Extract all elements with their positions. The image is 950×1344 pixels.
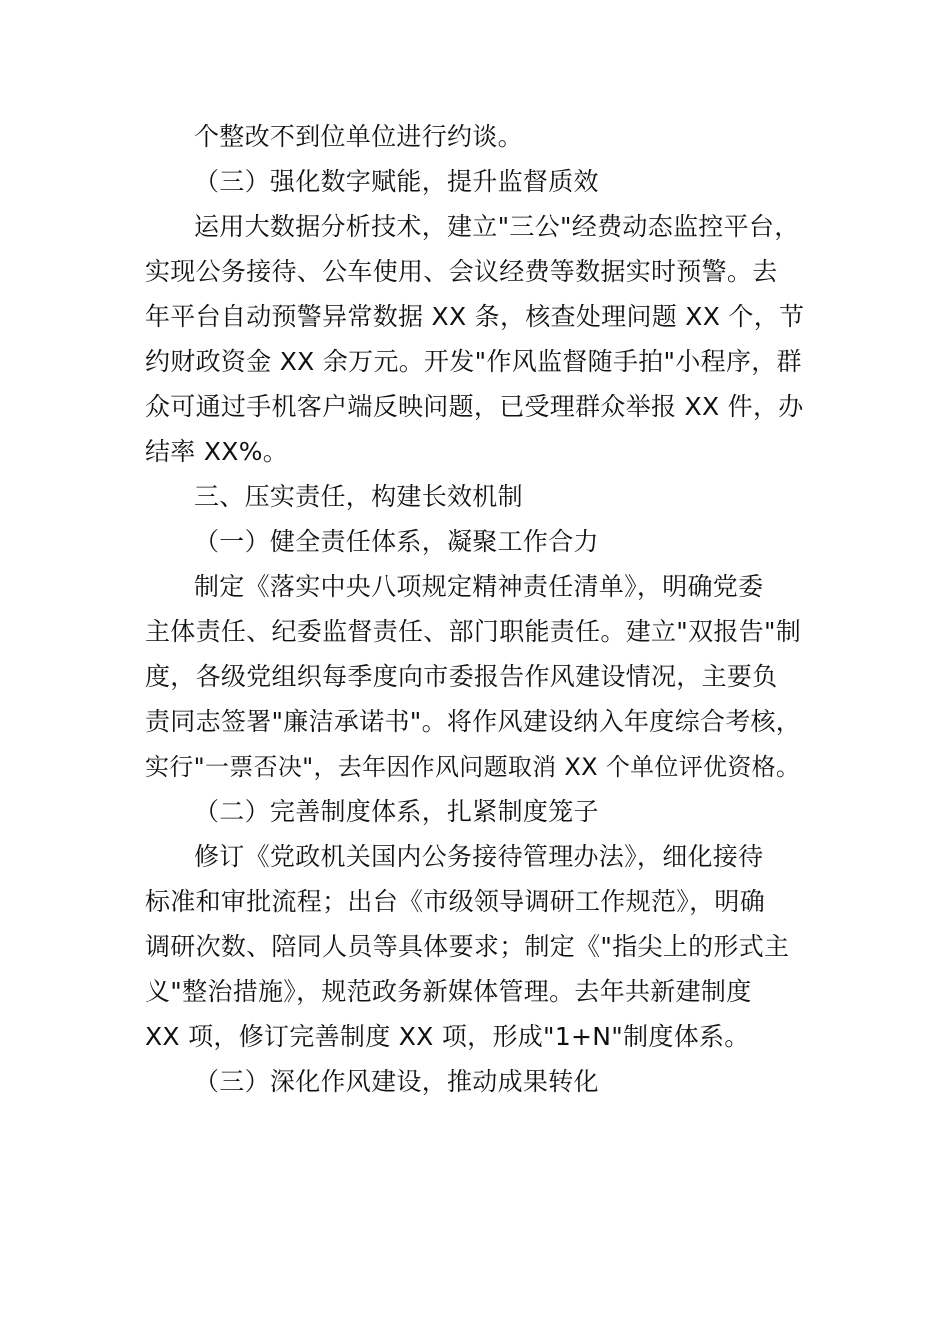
paragraph-line: 结率 XX%。 (145, 437, 289, 466)
paragraph-line: 调研次数、陪同人员等具体要求；制定《"指尖上的形式主 (145, 932, 790, 961)
paragraph-line: 标准和审批流程；出台《市级领导调研工作规范》，明确 (145, 887, 766, 916)
chapter-heading: 三、压实责任，构建长效机制 (194, 482, 523, 511)
paragraph-line: 主体责任、纪委监督责任、部门职能责任。建立"双报告"制 (145, 617, 802, 646)
section-heading: （三）深化作风建设，推动成果转化 (194, 1067, 599, 1096)
paragraph-line: 义"整治措施》，规范政务新媒体管理。去年共新建制度 (145, 977, 752, 1006)
paragraph-line: XX 项，修订完善制度 XX 项，形成"1+N"制度体系。 (145, 1022, 750, 1051)
paragraph-line: 个整改不到位单位进行约谈。 (194, 122, 523, 151)
section-heading: （一）健全责任体系，凝聚工作合力 (194, 527, 599, 556)
paragraph-line: 制定《落实中央八项规定精神责任清单》，明确党委 (194, 572, 764, 601)
paragraph-line: 年平台自动预警异常数据 XX 条，核查处理问题 XX 个，节 (145, 302, 805, 331)
section-heading: （三）强化数字赋能，提升监督质效 (194, 167, 599, 196)
paragraph-line: 实行"一票否决"，去年因作风问题取消 XX 个单位评优资格。 (145, 753, 801, 781)
paragraph-line: 责同志签署"廉洁承诺书"。将作风建设纳入年度综合考核， (145, 707, 802, 736)
paragraph-line: 约财政资金 XX 余万元。开发"作风监督随手拍"小程序，群 (145, 347, 802, 376)
paragraph-line: 运用大数据分析技术，建立"三公"经费动态监控平台， (194, 212, 800, 241)
paragraph-line: 实现公务接待、公车使用、会议经费等数据实时预警。去 (145, 257, 778, 286)
paragraph-line: 度，各级党组织每季度向市委报告作风建设情况，主要负 (145, 662, 778, 691)
section-heading: （二）完善制度体系，扎紧制度笼子 (194, 797, 599, 826)
paragraph-line: 众可通过手机客户端反映问题，已受理群众举报 XX 件，办 (145, 392, 804, 421)
paragraph-line: 修订《党政机关国内公务接待管理办法》，细化接待 (194, 842, 764, 871)
